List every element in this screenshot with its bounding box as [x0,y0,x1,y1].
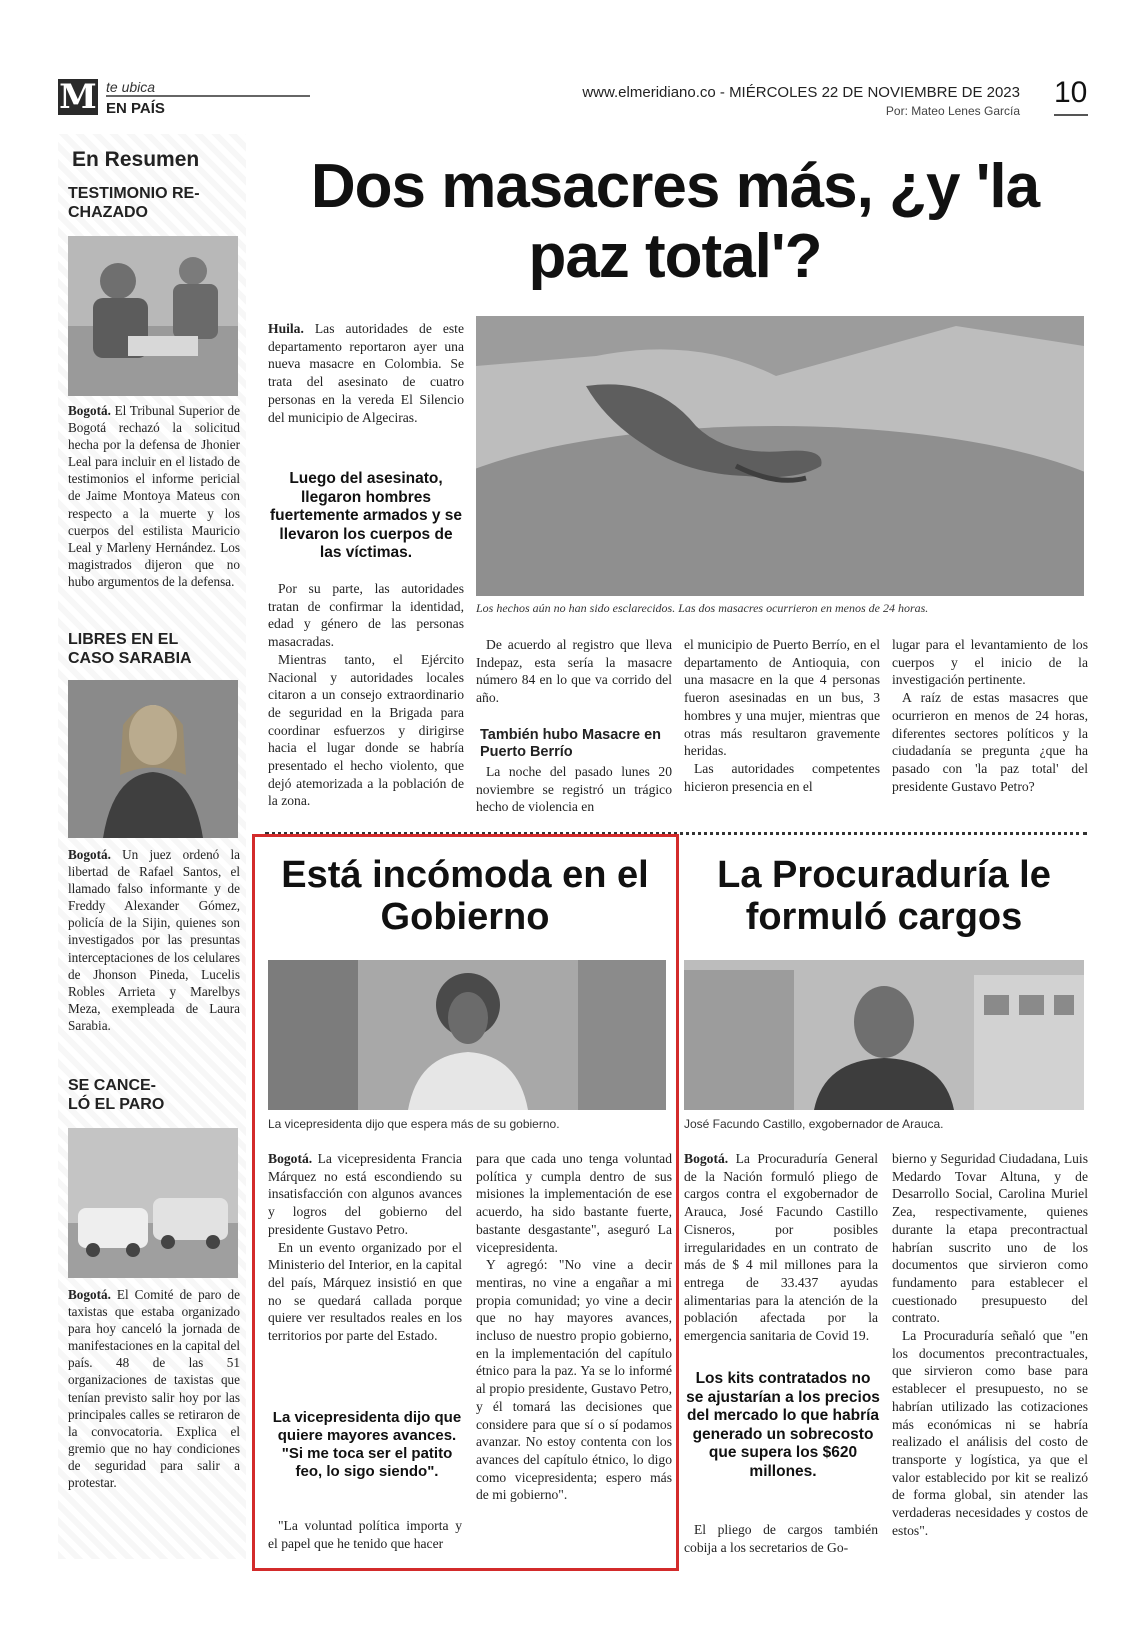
section-tag: te ubica [106,79,156,95]
main-col4-p1: lugar para el levantamiento de los cuerpos y el inicio de la investigación pertinente. [892,637,1088,688]
people-photo-icon [68,236,238,396]
story-right-col2-p2: La Procuraduría señaló que "en los documentos precontractuales, que sirvieron como base para establecer el presupuesto, no se habrían utilizado las cotizaciones más económicas ni se habría realizado el análisis del costo de transporte y logística, ya que el valor establecido por kit se realizó de forma global, sin atender las verdaderas necesidades y costos de estos". [892,1328,1088,1538]
story-left-p3: "La voluntad política importa y el papel que he tenido que hacer [268,1518,462,1551]
story-right-title: La Procuraduría le formuló cargos [717,854,1051,938]
main-col2-p2: La noche del pasado lunes 20 noviembre se registró un trágico hecho de violencia en [476,764,672,815]
story-right-p2: El pliego de cargos también cobija a los secretarios de Go- [684,1522,878,1555]
main-col2-top [476,636,672,707]
story-left-pull-quote: La vicepresidenta dijo que quiere mayores avances. "Si me toca ser el patito feo, lo sigo siendo". [272,1409,462,1480]
main-col4-p2: A raíz de estas masacres que ocurrieron en menos de 24 horas, diferentes sectores políticos y la ciudadanía se pregunta ¿que ha pasado con 'la paz total' del presidente Gustavo Petro? [892,690,1088,794]
story-right-col2 [892,1150,1088,1539]
story-left-col2-p2: Y agregó: "No vine a decir mentiras, no vine a engañar a mi propia comunidad; yo vine a decir que no hay mayores avances, incluso de nuestro propio gobierno, en la implementación del capítulo étnico para la paz. Ya se lo informé al propio presidente, Gustavo Petro, y él tomará las decisiones que considere para que sí o sí podamos avanzar. No estoy contenta con los avances del capítulo étnico, lo digo como vicepresidenta; espero más de mi gobierno". [476,1257,672,1503]
sidebar-body-3: El Comité de paro de taxistas que estaba organizado para hoy canceló la jornada de manifestaciones en la capital del país. 48 de las 51 organizaciones de taxistas que tenían previsto salir hoy por las principales calles se retiraron de la convocatoria. Explica el gremio que no hay condiciones de seguridad para salir a protestar. [68,1287,240,1491]
story-right-photo [684,960,1084,1110]
sidebar-heading-2: LIBRES EN EL CASO SARABIA [68,631,192,667]
story-left-caption: La vicepresidenta dijo que espera más de su gobierno. [268,1117,560,1131]
page-number-rule [1054,114,1088,116]
page-number: 10 [1054,76,1088,109]
main-col1-p2: Por su parte, las autoridades tratan de confirmar la identidad, edad y género de las personas masacradas. [268,581,464,650]
main-headline: Dos masacres más, ¿y 'la paz total'? [310,152,1040,291]
story-left-title: Está incómoda en el Gobierno [281,854,649,938]
story-right-col1 [684,1150,878,1345]
header-rule [106,95,310,97]
sidebar-text-1 [68,402,240,590]
story-right-p1: La Procuraduría General de la Nación formuló pliego de cargos contra el exgobernador de Arauca, José Facundo Castillo Cisneros, por posibles irregularidades en un contrato de más de $ 4 mil millones para la entrega de 33.437 ayudas alimentarias para la atención de la población afectada por la emergencia sanitaria de Covid 19. [684,1151,878,1344]
sidebar-photo-1 [68,236,238,396]
vice-president-photo-icon [268,960,666,1110]
sidebar-photo-3 [68,1128,238,1278]
sidebar-city-2: Bogotá. [68,847,111,862]
main-col1-top [268,320,464,426]
main-col2-bottom [476,763,672,816]
main-col3 [684,636,880,795]
story-left-p2: En un evento organizado por el Ministerio del Interior, en la capital del país, Márquez insistió en que no se quedará callada porque quiere ver resultados reales en los territorios por parte del Estado. [268,1239,462,1344]
sidebar-city-3: Bogotá. [68,1287,111,1302]
sidebar-text-3 [68,1286,240,1491]
story-left-col1 [268,1150,462,1345]
main-col1-bottom [268,580,464,810]
story-left-col1-bottom [268,1517,462,1552]
main-photo [476,316,1084,596]
story-left-col2 [476,1150,672,1504]
story-left-city: Bogotá. [268,1151,313,1166]
main-col3-p2: Las autoridades competentes hicieron presencia en el [684,760,880,794]
woman-portrait-icon [68,680,238,838]
main-city: Huila. [268,321,304,336]
main-col2-p1: De acuerdo al registro que lleva Indepaz, esta sería la masacre número 84 en lo que va corrido del año. [476,637,672,706]
main-photo-caption: Los hechos aún no han sido esclarecidos. Las dos masacres ocurrieron en menos de 24 horas. [476,601,929,615]
main-subhead: También hubo Masacre en Puerto Berrío [480,727,662,760]
sidebar-title: En Resumen [72,148,200,171]
main-col1-p1: Las autoridades de este departamento reportaron ayer una nueva masacre en Colombia. Se trata del asesinato de cuatro personas en la vereda El Silencio del municipio de Algeciras. [268,321,464,425]
header-meta: www.elmeridiano.co - MIÉRCOLES 22 DE NOVIEMBRE DE 2023 [582,84,1020,101]
sidebar-photo-2 [68,680,238,838]
main-col1-p3: Mientras tanto, el Ejército Nacional y autoridades locales citaron a un consejo extraordinario de seguridad en la Brigada para coordinar esfuerzos y dirigirse hacia el lugar donde se habría presentado el hecho violento, que dejó atemorizada a la población de la zona. [268,651,464,809]
sidebar-heading-1: TESTIMONIO RE- CHAZADO [68,185,200,221]
ex-governor-photo-icon [684,960,1084,1110]
sidebar-text-2 [68,846,240,1034]
story-right-pull-quote: Los kits contratados no se ajustarían a los precios del mercado lo que habría generado un sobrecosto que supera los $620 millones. [686,1370,880,1480]
story-left-photo [268,960,666,1110]
story-right-caption: José Facundo Castillo, exgobernador de Arauca. [684,1117,944,1131]
story-right-col2-p1: bierno y Seguridad Ciudadana, Luis Medardo Tovar Altuna, y de Desarrollo Social, Carolina Muriel Zea, respectivamente, quienes durante la etapa precontractual habrían suscrito uno de los documentos que sirvieron como fundamento para establecer el cuestionado presupuesto del contrato. [892,1151,1088,1326]
main-pull-quote: Luego del asesinato, llegaron hombres fuertemente armados y se llevaron los cuerpos de las víctimas. [269,470,463,561]
story-right-col1-bottom [684,1521,878,1556]
story-left-col2-p1: para que cada uno tenga voluntad política y cumpla dentro de sus misiones la implementación de ese acuerdo, ha sido bastante fuerte, bastante desgastante", aseguró La vicepresidenta. [476,1151,672,1255]
story-left-p1: La vicepresidenta Francia Márquez no está escondiendo su insatisfacción con algunos avances y logros del gobierno del presidente Gustavo Petro. [268,1151,462,1237]
sidebar-body-1: El Tribunal Superior de Bogotá rechazó la solicitud hecha por la defensa de Jhonier Leal para incluir en el listado de testimonios el informe pericial de Jaime Montoya Mateus con respecto a la muerte y los cuerpos del estilista Mauricio Leal y Marleny Hernández. Los magistrados dijeron que no hubo argumentos de la defensa. [68,403,240,589]
newspaper-logo: M [59,77,97,117]
story-right-city: Bogotá. [684,1151,729,1166]
sidebar-body-2: Un juez ordenó la libertad de Rafael Santos, el llamado falso informante y de Freddy Alexander Gómez, policía de la Sijin, quienes son investigados por las presuntas interceptaciones de los celulares de Jhonson Pineda, Lucelis Robles Arrieta y Marelbys Meza, exempleada de Laura Sarabia. [68,847,240,1033]
main-col4 [892,636,1088,795]
sidebar-city-1: Bogotá. [68,403,111,418]
taxi-street-icon [68,1128,238,1278]
byline: Por: Mateo Lenes García [885,104,1020,118]
section-name: EN PAÍS [106,100,165,117]
main-col3-p1: el municipio de Puerto Berrío, en el departamento de Antioquia, con una masacre en la que 4 personas fueron asesinadas en un bus, 3 hombres y una mujer, mientras que otras más resultaron gravemente heridas. [684,637,880,759]
sidebar-heading-3: SE CANCE- LÓ EL PARO [68,1077,165,1113]
hand-on-ground-photo-icon [476,316,1084,596]
